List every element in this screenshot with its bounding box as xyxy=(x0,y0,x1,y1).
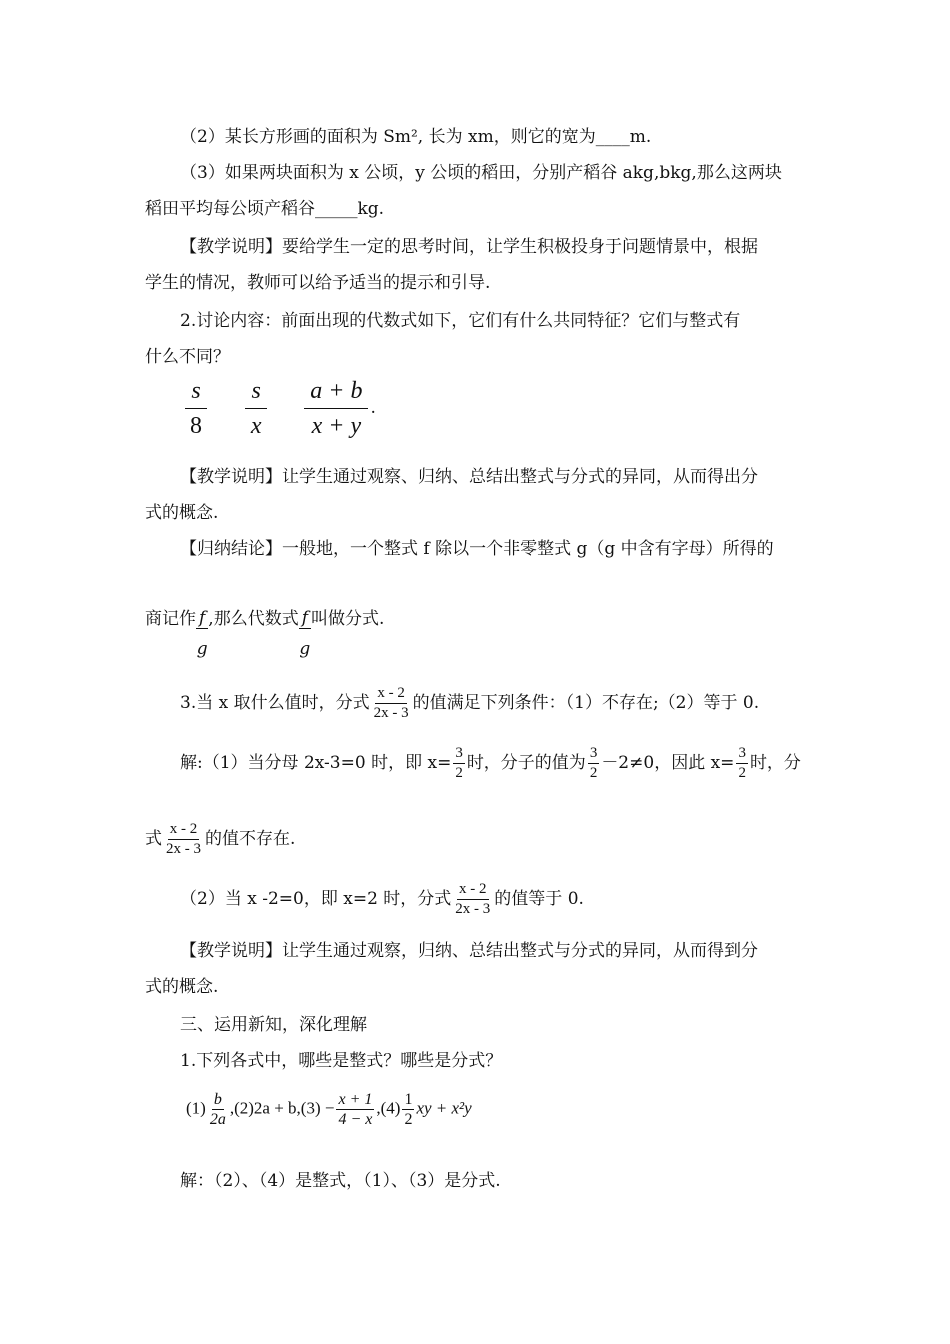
fraction-numerator: s xyxy=(245,376,266,409)
problem-3 xyxy=(180,684,759,723)
conclusion-text-c: 叫做分式. xyxy=(311,609,385,629)
fraction-3-2 xyxy=(453,744,465,783)
item-3-label: (3) − xyxy=(300,1098,335,1118)
exercise-1-items xyxy=(186,1090,472,1129)
question-3-line1: （3）如果两块面积为 x 公顷，y 公顷的稻田，分别产稻谷 akg,bkg,那么这两块 xyxy=(180,163,782,183)
fraction-numerator: x - 2 xyxy=(375,684,407,704)
exercise-1-question: 1.下列各式中，哪些是整式？哪些是分式？ xyxy=(180,1051,503,1071)
teaching-note-3-line2: 式的概念. xyxy=(145,977,219,997)
fraction-denominator: 2x - 3 xyxy=(455,901,491,917)
teaching-note-1-line2: 学生的情况，教师可以给予适当的提示和引导. xyxy=(145,273,491,293)
fraction-numerator: x + 1 xyxy=(338,1091,373,1108)
fraction-denominator: 2x - 3 xyxy=(373,705,409,721)
fraction-numerator: x - 2 xyxy=(168,820,200,840)
fraction-numerator: f xyxy=(299,608,311,629)
fraction-denominator: g xyxy=(299,639,311,659)
question-3-line2: 稻田平均每公顷产稻谷_____kg. xyxy=(145,199,385,219)
fraction-denominator: 2 xyxy=(455,765,463,781)
solution-1-line2 xyxy=(145,820,295,859)
fraction-numerator: 1 xyxy=(404,1091,413,1108)
problem-3-text-a: 3.当 x 取什么值时，分式 xyxy=(180,693,370,713)
conclusion-text-b: ,那么代数式 xyxy=(208,609,299,629)
solution-text-e: 式 xyxy=(145,829,162,849)
fraction-denominator: x + y xyxy=(311,413,362,439)
discussion-line2: 什么不同？ xyxy=(145,347,230,367)
fraction-denominator: g xyxy=(196,639,208,659)
fraction-s-x xyxy=(245,376,268,441)
question-2: （2）某长方形画的面积为 Sm², 长为 xm，则它的宽为____m. xyxy=(180,127,652,147)
fraction-numerator: b xyxy=(213,1091,222,1108)
solution-1-line1 xyxy=(180,744,801,783)
fraction-numerator: f xyxy=(196,608,208,629)
fraction-denominator: 4 − x xyxy=(338,1111,373,1128)
problem-3-text-b: 的值满足下列条件：（1）不存在;（2）等于 0. xyxy=(412,693,760,713)
fraction-denominator: 8 xyxy=(190,413,202,439)
fraction-3-2 xyxy=(736,744,748,783)
fraction-denominator: 2x - 3 xyxy=(166,841,201,857)
fraction-numerator: s xyxy=(185,376,206,409)
teaching-note-3-line1: 【教学说明】让学生通过观察，归纳、总结出整式与分式的异同，从而得到分 xyxy=(180,941,758,961)
fraction-denominator: 2a xyxy=(209,1111,226,1128)
solution-2-text-a: （2）当 x -2=0，即 x=2 时，分式 xyxy=(180,889,452,909)
solution-text-f: 的值不存在. xyxy=(205,829,296,849)
fraction-f-g xyxy=(299,608,311,669)
fraction-numerator: 3 xyxy=(736,744,748,764)
fraction-denominator: x xyxy=(250,413,262,439)
solution-text-c: －2≠0，因此 x= xyxy=(601,753,735,773)
fraction-x-minus-2 xyxy=(164,820,203,859)
teaching-note-2-line2: 式的概念. xyxy=(145,503,219,523)
expressions-row xyxy=(182,376,376,441)
section-heading-3: 三、运用新知，深化理解 xyxy=(180,1015,367,1035)
item-4-tail: xy + x²y xyxy=(416,1098,472,1118)
teaching-note-2-line1: 【教学说明】让学生通过观察、归纳、总结出整式与分式的异同，从而得出分 xyxy=(180,467,758,487)
solution-text-d: 时，分 xyxy=(749,753,801,773)
fraction-numerator: 3 xyxy=(453,744,465,764)
item-1-label: (1) xyxy=(186,1098,206,1118)
fraction-a-plus-b xyxy=(304,376,368,441)
fraction-b-2a xyxy=(208,1090,228,1129)
fraction-x-plus-1 xyxy=(336,1090,374,1129)
solution-2-text-b: 的值等于 0. xyxy=(494,889,584,909)
conclusion-text-a: 商记作 xyxy=(145,609,196,629)
fraction-x-minus-2 xyxy=(453,880,492,919)
fraction-1-2 xyxy=(402,1090,414,1129)
fraction-s-8 xyxy=(184,376,208,441)
fraction-3-2 xyxy=(588,744,600,783)
solution-text-a: 解:（1）当分母 2x-3=0 时，即 x= xyxy=(180,753,452,773)
discussion-line1: 2.讨论内容：前面出现的代数式如下，它们有什么共同特征？它们与整式有 xyxy=(180,311,741,331)
exercise-1-answer: 解：（2）、（4）是整式，（1）、（3）是分式. xyxy=(180,1171,501,1191)
fraction-denominator: 2 xyxy=(738,765,746,781)
fraction-numerator: x - 2 xyxy=(457,880,489,900)
fraction-x-minus-2 xyxy=(372,684,411,723)
fraction-f-g xyxy=(196,608,208,669)
fraction-numerator: a + b xyxy=(304,376,368,409)
fraction-denominator: 2 xyxy=(404,1111,413,1128)
period: . xyxy=(370,398,376,418)
solution-2 xyxy=(180,880,584,919)
teaching-note-1-line1: 【教学说明】要给学生一定的思考时间，让学生积极投身于问题情景中，根据 xyxy=(180,237,758,257)
conclusion-line2 xyxy=(145,608,384,669)
fraction-numerator: 3 xyxy=(588,744,600,764)
fraction-denominator: 2 xyxy=(589,765,598,781)
item-2-label: ,(2)2a + b, xyxy=(229,1098,301,1118)
item-4-label: ,(4) xyxy=(376,1098,401,1118)
solution-text-b: 时，分子的值为 xyxy=(466,753,586,773)
conclusion-line1: 【归纳结论】一般地，一个整式 f 除以一个非零整式 g（g 中含有字母）所得的 xyxy=(180,539,774,559)
